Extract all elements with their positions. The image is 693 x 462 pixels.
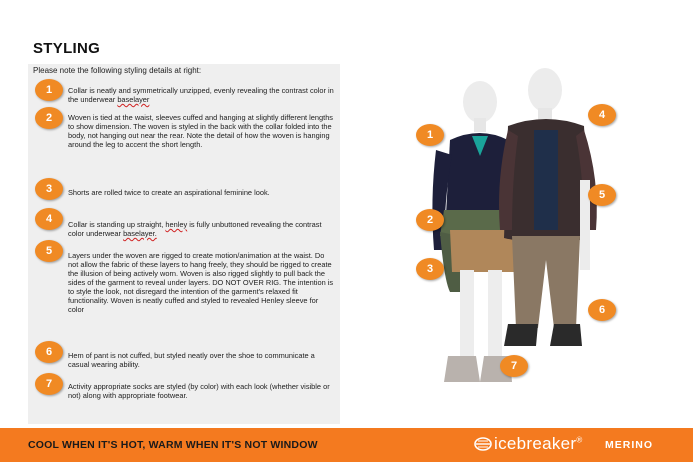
footer-brand: icebreaker®	[494, 434, 583, 453]
note-7: Activity appropriate socks are styled (by color) with each look (whether visible or not) along with appropriate footwear.	[68, 382, 330, 400]
note-badge-5: 5	[35, 240, 63, 262]
callout-badge-6: 6	[588, 299, 616, 321]
note-4: Collar is standing up straight, henley is fully unbuttoned revealing the contrast color underwear baselayer.	[68, 220, 322, 238]
note-1: Collar is neatly and symmetrically unzipped, evenly revealing the contrast color in the underwear baselayer	[68, 86, 334, 104]
note-3: Shorts are rolled twice to create an aspirational feminine look.	[68, 188, 270, 197]
footer-tagline: COOL WHEN IT'S HOT, WARM WHEN IT'S NOT WINDOW	[28, 439, 318, 451]
note-badge-2: 2	[35, 107, 63, 129]
note-5: Layers under the woven are rigged to create motion/animation at the waist. Do not allow the fabric of these layers to hang freely, they should be rigged to create the illusion of being actively worn. Woven is also rigged slightly to pull back the sides of the garment to reveal under layers. DO NOT OVER RIG. The intention is to style the look, not disregard the intention of the garment's relaxed fit functionality. Woven is neatly cuffed and styled to revealed Henley sleeve for color	[68, 251, 334, 314]
note-2: Woven is tied at the waist, sleeves cuffed and hanging at slightly different lengths to show dimension. The woven is styled in the back with the collar folded into the body, not hanging out near the rear. Note the detail of how the woven is hanging around the leg to accent the short length.	[68, 113, 333, 149]
callout-badge-4: 4	[588, 104, 616, 126]
note-badge-7: 7	[35, 373, 63, 395]
callout-badge-3: 3	[416, 258, 444, 280]
page-title: STYLING	[33, 40, 101, 57]
callout-badge-5: 5	[588, 184, 616, 206]
footer-merino: MERINO	[605, 439, 653, 451]
note-badge-4: 4	[35, 208, 63, 230]
icebreaker-logo-icon	[474, 437, 492, 451]
note-badge-1: 1	[35, 79, 63, 101]
mannequin-photo	[400, 60, 693, 405]
male-mannequin	[499, 68, 597, 346]
callout-badge-2: 2	[416, 209, 444, 231]
intro-text: Please note the following styling details at right:	[33, 66, 202, 75]
note-6: Hem of pant is not cuffed, but styled neatly over the shoe to communicate a casual wearing ability.	[68, 351, 315, 369]
note-badge-6: 6	[35, 341, 63, 363]
note-badge-3: 3	[35, 178, 63, 200]
callout-badge-1: 1	[416, 124, 444, 146]
callout-badge-7: 7	[500, 355, 528, 377]
